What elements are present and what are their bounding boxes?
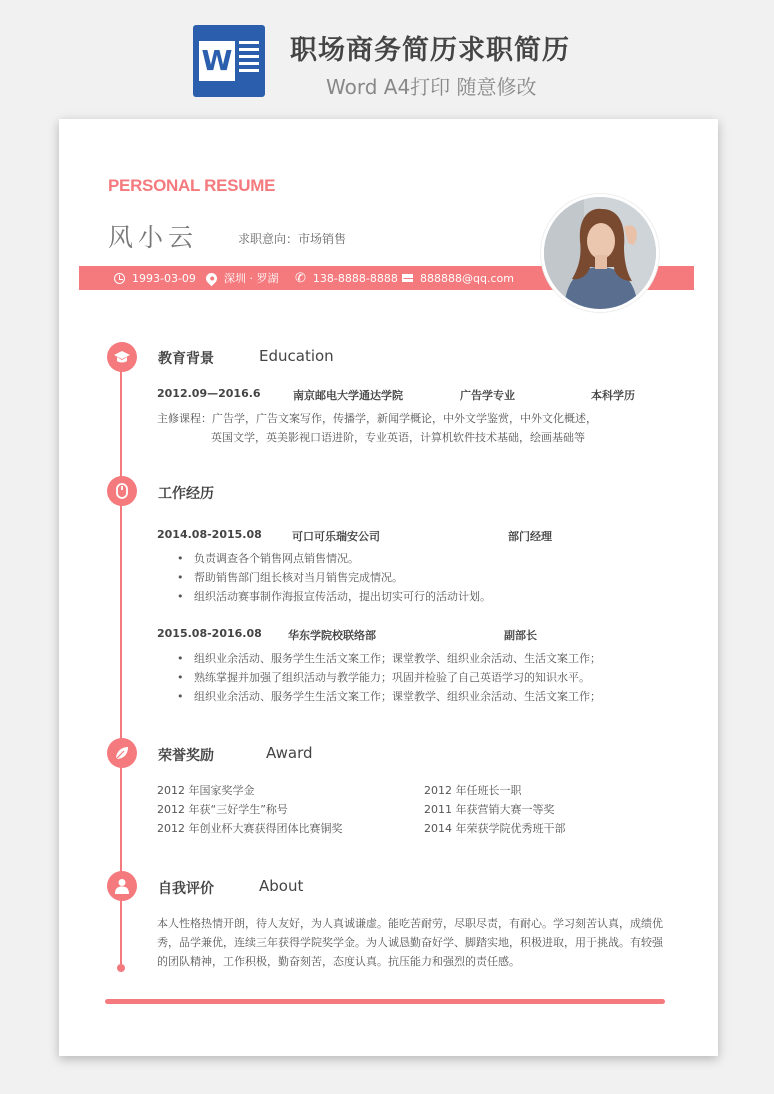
document-lines-icon (239, 41, 259, 81)
about-line-3: 的团队精神，工作积极，勤奋刻苦，态度认真。抗压能力和强烈的责任感。 (157, 955, 520, 968)
award-right-1: 2012 年任班长一职 (424, 784, 522, 797)
job-intent: 求职意向：市场销售 (238, 232, 347, 246)
award-right-3: 2014 年荣获学院优秀班干部 (424, 822, 566, 835)
banner-subtitle: Word A4打印 随意修改 (326, 75, 537, 99)
location-text: 深圳 · 罗湖 (224, 272, 279, 285)
about-line-2: 秀，品学兼优，连续三年获得学院奖学金。为人诚恳勤奋好学、脚踏实地，积极进取，用于挑战。有较强 (157, 936, 663, 949)
phone-item (295, 266, 398, 290)
award-left-2: 2012 年获“三好学生”称号 (157, 803, 288, 816)
timeline-end-dot (117, 964, 125, 972)
awards-title: 荣誉奖励 (158, 748, 214, 764)
candidate-name: 风小云 (108, 223, 199, 252)
list-item: • 负责调查各个销售网点销售情况。 (177, 549, 491, 568)
job-1-company: 可口可乐瑞安公司 (292, 530, 380, 543)
word-app-icon (193, 25, 265, 97)
list-item: • 组织活动赛事制作海报宣传活动，提出切实可行的活动计划。 (177, 587, 491, 606)
email-text: 888888@qq.com (420, 271, 514, 285)
about-title-en: About (259, 877, 304, 895)
education-courses-line-1: 主修课程：广告学，广告文案写作，传播学，新闻学概论，中外文学鉴赏，中外文化概述， (157, 412, 597, 425)
award-left-3: 2012 年创业杯大赛获得团体比赛铜奖 (157, 822, 343, 835)
education-courses-line-2: 英国文学，英美影视口语进阶，专业英语，计算机软件技术基础，绘画基础等 (211, 431, 585, 444)
education-period: 2012.09—2016.6 (157, 387, 261, 400)
list-item: • 组织业余活动、服务学生生活文案工作；课堂教学、组织业余活动、生活文案工作； (177, 687, 601, 706)
education-title: 教育背景 (158, 351, 214, 367)
person-icon (107, 871, 137, 901)
job-1-period: 2014.08-2015.08 (157, 528, 262, 541)
mouse-icon (107, 476, 137, 506)
mail-icon (402, 274, 413, 282)
word-letter: W (199, 41, 235, 81)
list-item: • 帮助销售部门组长核对当月销售完成情况。 (177, 568, 491, 587)
education-title-en: Education (259, 347, 334, 365)
award-right-2: 2011 年获营销大赛一等奖 (424, 803, 555, 816)
job-1-role: 部门经理 (508, 530, 552, 543)
education-degree: 本科学历 (591, 389, 635, 402)
awards-title-en: Award (266, 744, 313, 762)
email-item (402, 266, 514, 290)
job-2-company: 华东学院校联络部 (288, 629, 376, 642)
list-item: • 组织业余活动、服务学生生活文案工作；课堂教学、组织业余活动、生活文案工作； (177, 649, 601, 668)
job-2-duties (177, 649, 601, 706)
clock-icon (114, 273, 125, 284)
profile-photo (541, 194, 659, 312)
job-2-period: 2015.08-2016.08 (157, 627, 262, 640)
graduation-cap-icon (107, 342, 137, 372)
birthday-text: 1993-03-09 (132, 271, 196, 285)
phone-icon: ✆ (295, 270, 306, 286)
phone-text: 138-8888-8888 (312, 271, 398, 285)
list-item: • 熟练掌握并加强了组织活动与教学能力；巩固并检验了自己英语学习的知识水平。 (177, 668, 601, 687)
resume-page (59, 119, 718, 1056)
award-left-1: 2012 年国家奖学金 (157, 784, 255, 797)
job-2-role: 副部长 (504, 629, 537, 642)
top-banner (0, 0, 774, 110)
work-title: 工作经历 (158, 486, 214, 502)
leaf-icon (107, 738, 137, 768)
resume-label: PERSONAL RESUME (108, 176, 276, 195)
about-line-1: 本人性格热情开朗，待人友好，为人真诚谦虚。能吃苦耐劳，尽职尽责，有耐心。学习刻苦认真，成绩优 (157, 917, 663, 930)
location-pin-icon (204, 270, 220, 286)
bottom-divider (105, 999, 665, 1004)
education-school: 南京邮电大学通达学院 (293, 389, 403, 402)
location-item (206, 266, 279, 290)
banner-title: 职场商务简历求职简历 (290, 35, 570, 66)
about-title: 自我评价 (158, 881, 214, 897)
education-major: 广告学专业 (460, 389, 515, 402)
birthday-item (114, 266, 196, 290)
job-1-duties (177, 549, 491, 606)
